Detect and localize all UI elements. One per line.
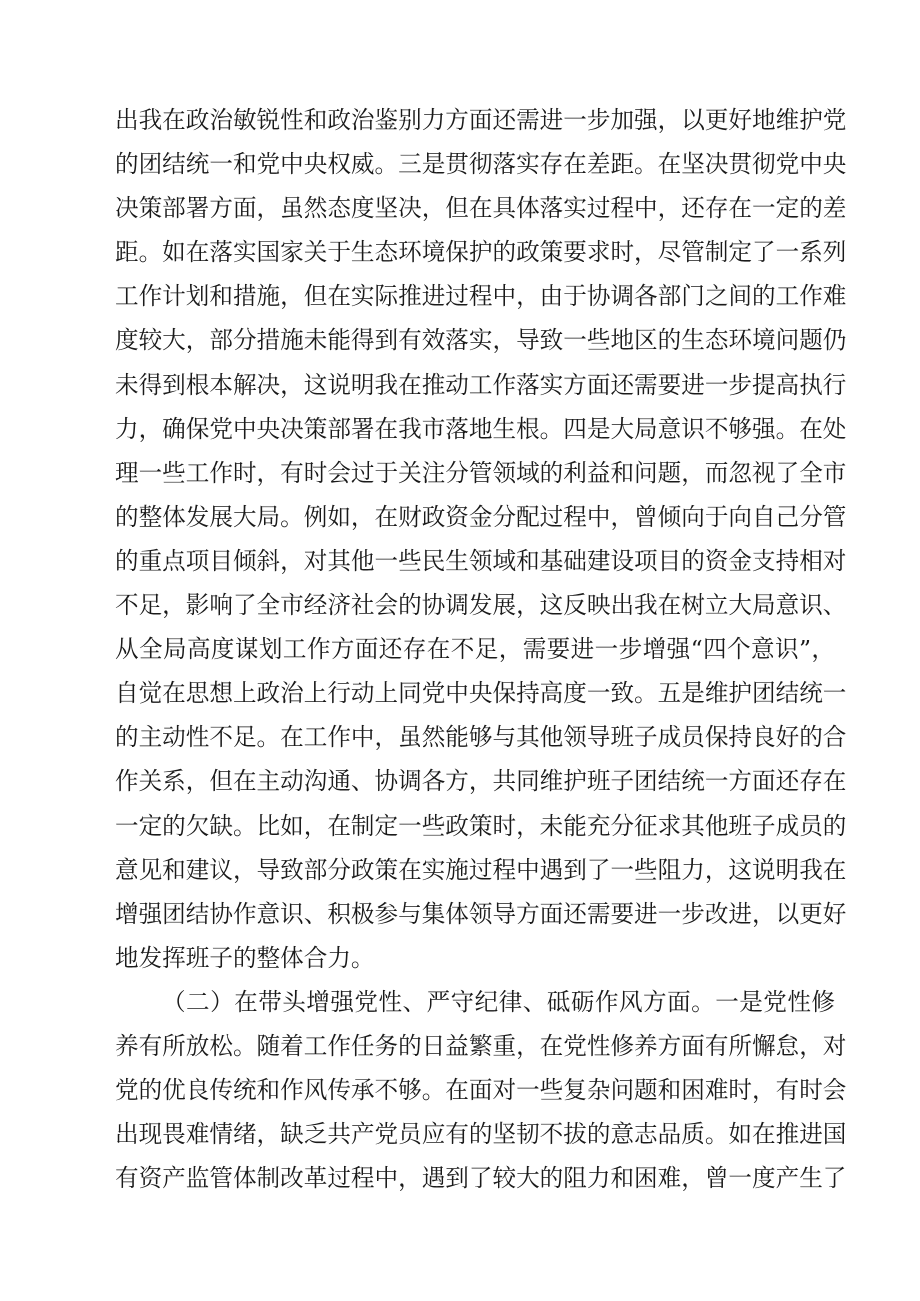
text-line: 距。如在落实国家关于生态环境保护的政策要求时，尽管制定了一系列: [115, 238, 847, 267]
text-line: 增强团结协作意识、积极参与集体领导方面还需要进一步改进，以更好: [115, 899, 847, 928]
text-line: 的整体发展大局。例如，在财政资金分配过程中，曾倾向于向自己分管: [115, 502, 847, 531]
text-line: 未得到根本解决，这说明我在推动工作落实方面还需要进一步提高执行: [115, 370, 847, 399]
text-line: 养有所放松。随着工作任务的日益繁重，在党性修养方面有所懈怠，对: [115, 1031, 847, 1060]
text-line: 有资产监管体制改革过程中，遇到了较大的阻力和困难，曾一度产生了: [115, 1164, 847, 1193]
text-line: 不足，影响了全市经济社会的协调发展，这反映出我在树立大局意识、: [115, 591, 847, 620]
paragraph-end-line: 地发挥班子的整体合力。: [115, 943, 375, 972]
text-line: 作关系，但在主动沟通、协调各方，共同维护班子团结统一方面还存在: [115, 767, 847, 796]
text-line: 出我在政治敏锐性和政治鉴别力方面还需进一步加强，以更好地维护党: [115, 106, 847, 134]
text-line: 的重点项目倾斜，对其他一些民生领域和基础建设项目的资金支持相对: [115, 546, 847, 575]
text-line: 党的优良传统和作风传承不够。在面对一些复杂问题和困难时，有时会: [115, 1076, 847, 1105]
text-line: 出现畏难情绪，缺乏共产党员应有的坚韧不拔的意志品质。如在推进国: [115, 1120, 847, 1149]
text-line: 度较大，部分措施未能得到有效落实，导致一些地区的生态环境问题仍: [115, 326, 847, 355]
text-line: 力，确保党中央决策部署在我市落地生根。四是大局意识不够强。在处: [115, 414, 847, 443]
text-line: 意见和建议，导致部分政策在实施过程中遇到了一些阻力，这说明我在: [115, 855, 847, 884]
text-line: 一定的欠缺。比如，在制定一些政策时，未能充分征求其他班子成员的: [115, 811, 847, 840]
text-line: 从全局高度谋划工作方面还存在不足，需要进一步增强“四个意识”，: [115, 635, 835, 664]
text-line: 决策部署方面，虽然态度坚决，但在具体落实过程中，还存在一定的差: [115, 194, 847, 223]
text-line: 自觉在思想上政治上行动上同党中央保持高度一致。五是维护团结统一: [115, 679, 847, 708]
text-line: 的主动性不足。在工作中，虽然能够与其他领导班子成员保持良好的合: [115, 723, 847, 752]
section-heading-line: （二）在带头增强党性、严守纪律、砥砺作风方面。一是党性修: [162, 987, 835, 1016]
text-line: 的团结统一和党中央权威。三是贯彻落实存在差距。在坚决贯彻党中央: [115, 150, 847, 179]
text-line: 理一些工作时，有时会过于关注分管领域的利益和问题，而忽视了全市: [115, 458, 847, 487]
body-text: [115, 98, 847, 1200]
text-line: 工作计划和措施，但在实际推进过程中，由于协调各部门之间的工作难: [115, 282, 847, 311]
